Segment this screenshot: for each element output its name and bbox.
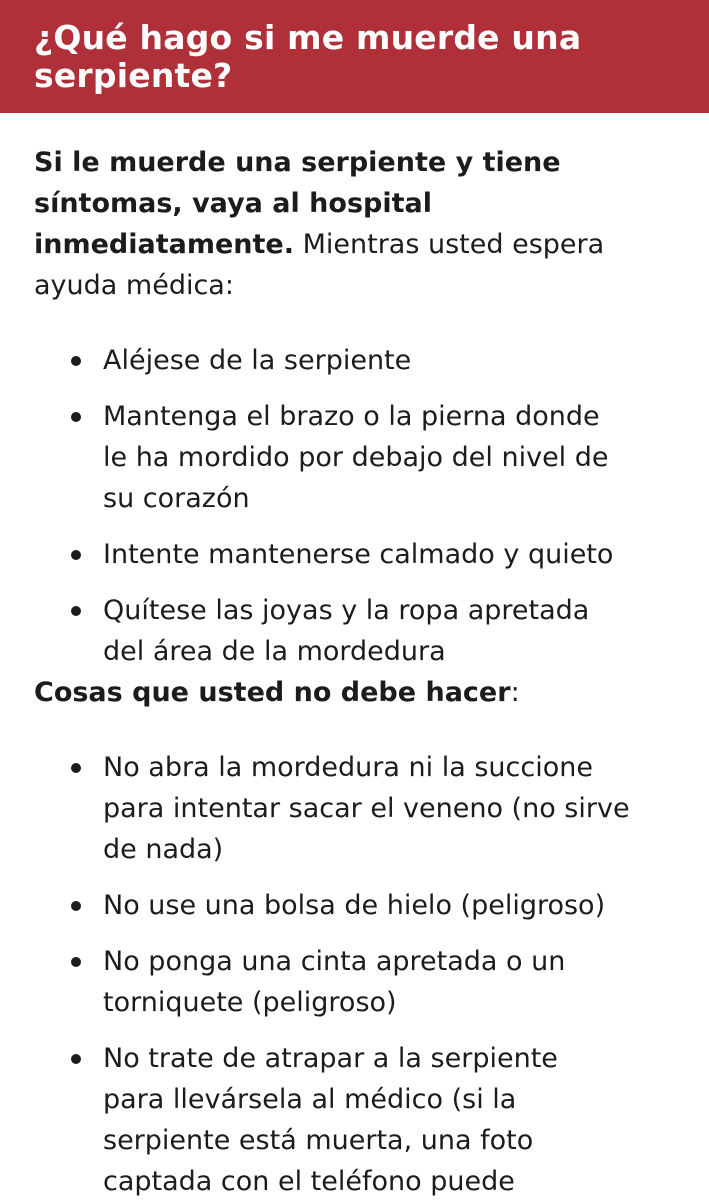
list-item-line: No abra la mordedura ni la succione xyxy=(103,752,593,783)
list-item-line: le ha mordido por debajo del nivel de xyxy=(103,442,609,473)
list-item-line: para llevársela al médico (si la xyxy=(103,1084,517,1115)
list-item-line: Aléjese de la serpiente xyxy=(103,345,412,376)
intro-bold-3: inmediatamente. xyxy=(34,229,294,260)
article-content xyxy=(34,142,684,1202)
list-item-line: para intentar sacar el veneno (no sirve xyxy=(103,793,630,824)
intro-text-4: ayuda médica: xyxy=(34,270,234,301)
list-item xyxy=(34,590,684,672)
list-item-line: No ponga una cinta apretada o un xyxy=(103,946,566,977)
donts-heading xyxy=(34,672,684,713)
donts-heading-colon: : xyxy=(510,677,520,708)
intro-bold-2: síntomas, vaya al hospital xyxy=(34,188,432,219)
list-item xyxy=(34,534,684,575)
bullet-dot-icon xyxy=(71,763,81,773)
list-item-line: No trate de atrapar a la serpiente xyxy=(103,1043,558,1074)
bullet-dot-icon xyxy=(71,412,81,422)
list-item-line: captada con el teléfono puede xyxy=(103,1166,515,1197)
instructions-list xyxy=(34,340,684,672)
donts-list xyxy=(34,747,684,1202)
list-item-line: serpiente está muerta, una foto xyxy=(103,1125,534,1156)
bullet-dot-icon xyxy=(71,1054,81,1064)
intro-paragraph xyxy=(34,142,684,306)
page-title xyxy=(34,19,675,95)
list-item-line: Intente mantenerse calmado y quieto xyxy=(103,539,614,570)
list-item xyxy=(34,941,684,1023)
list-item xyxy=(34,885,684,926)
list-item xyxy=(34,396,684,519)
intro-bold-1: Si le muerde una serpiente y tiene xyxy=(34,147,561,178)
list-item-line: de nada) xyxy=(103,834,224,865)
bullet-dot-icon xyxy=(71,957,81,967)
list-item-line: torniquete (peligroso) xyxy=(103,987,397,1018)
list-item-line: Quítese las joyas y la ropa apretada xyxy=(103,595,590,626)
list-item-line: No use una bolsa de hielo (peligroso) xyxy=(103,890,606,921)
list-item xyxy=(34,747,684,870)
header-banner xyxy=(0,0,709,113)
donts-heading-bold: Cosas que usted no debe hacer xyxy=(34,677,511,708)
bullet-dot-icon xyxy=(71,606,81,616)
list-item-line: del área de la mordedura xyxy=(103,636,446,667)
title-line-2: serpiente? xyxy=(34,56,233,95)
bullet-dot-icon xyxy=(71,901,81,911)
list-item-line: su corazón xyxy=(103,483,250,514)
intro-text-3: Mientras usted espera xyxy=(294,229,605,260)
bullet-dot-icon xyxy=(71,550,81,560)
list-item xyxy=(34,340,684,381)
bullet-dot-icon xyxy=(71,356,81,366)
list-item-line: Mantenga el brazo o la pierna donde xyxy=(103,401,600,432)
title-line-1: ¿Qué hago si me muerde una xyxy=(34,18,582,57)
list-item xyxy=(34,1038,684,1202)
